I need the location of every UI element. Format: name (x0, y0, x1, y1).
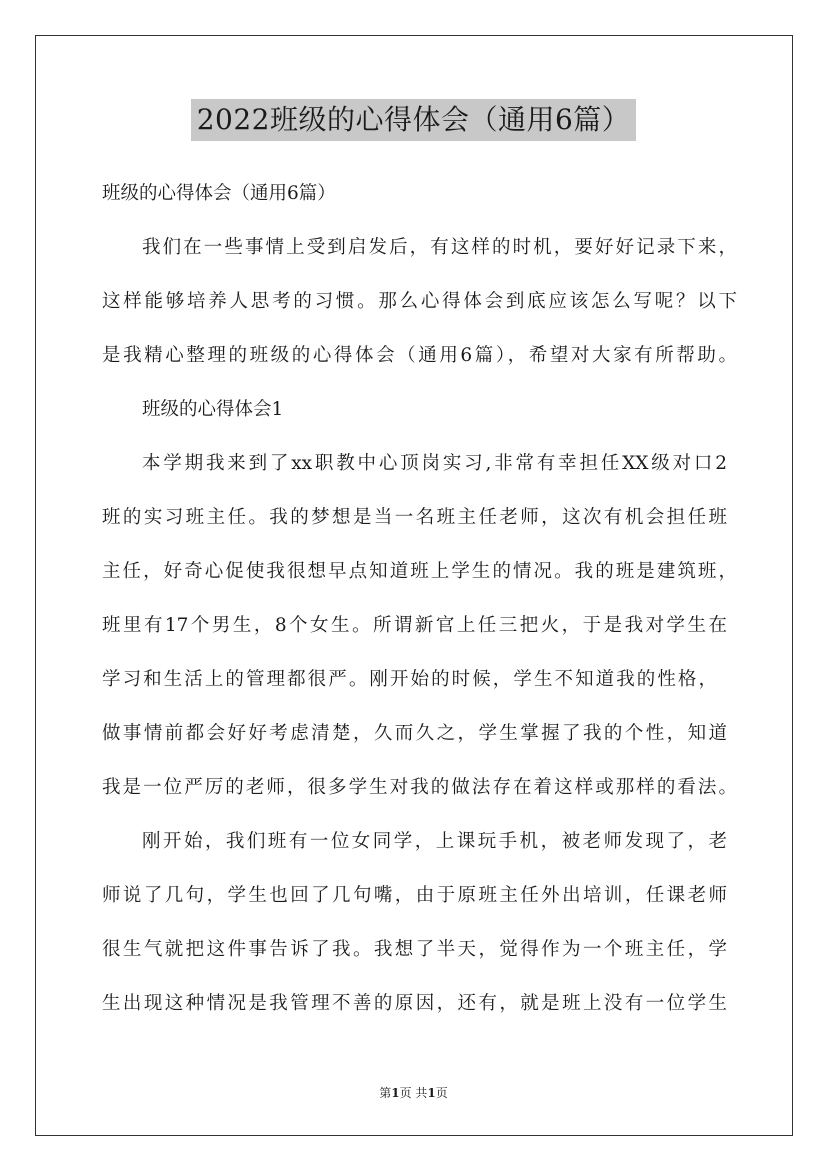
paragraph-line: 做事情前都会好好考虑清楚，久而久之，学生掌握了我的个性，知道 (102, 723, 727, 744)
paragraph-line: 刚开始，我们班有一位女同学，上课玩手机，被老师发现了，老 (142, 831, 727, 852)
document-title: 2022班级的心得体会（通用6篇） (191, 99, 637, 141)
paragraph-line: 我们在一些事情上受到启发后，有这样的时机，要好好记录下来， (142, 237, 737, 258)
page-label-mid: 页 共 (399, 1086, 428, 1100)
paragraph-line: 生出现这种情况是我管理不善的原因，还有，就是班上没有一位学生 (102, 993, 727, 1014)
page-footer (0, 1085, 827, 1101)
paragraph-line: 班的实习班主任。我的梦想是当一名班主任老师，这次有机会担任班 (102, 507, 727, 528)
paragraph-line: 是我精心整理的班级的心得体会（通用6篇），希望对大家有所帮助。 (102, 345, 737, 366)
paragraph-line: 学习和生活上的管理都很严。刚开始的时候，学生不知道我的性格， (102, 669, 717, 690)
section-heading: 班级的心得体会1 (142, 399, 284, 420)
page-label-prefix: 第 (379, 1086, 392, 1100)
page-label-suffix: 页 (435, 1086, 448, 1100)
paragraph-line: 本学期我来到了xx职教中心顶岗实习,非常有幸担任XX级对口2 (142, 453, 727, 474)
subtitle-line: 班级的心得体会（通用6篇） (102, 183, 336, 204)
title-container (0, 99, 827, 141)
paragraph-line: 师说了几句，学生也回了几句嘴，由于原班主任外出培训，任课老师 (102, 885, 727, 906)
paragraph-line: 我是一位严厉的老师，很多学生对我的做法存在着这样或那样的看法。 (102, 777, 737, 798)
paragraph-line: 很生气就把这件事告诉了我。我想了半天，觉得作为一个班主任，学 (102, 939, 727, 960)
current-page-number: 1 (391, 1086, 400, 1100)
total-page-number: 1 (427, 1086, 436, 1100)
paragraph-line: 主任，好奇心促使我很想早点知道班上学生的情况。我的班是建筑班， (102, 561, 737, 582)
paragraph-line: 班里有17个男生，8个女生。所谓新官上任三把火，于是我对学生在 (102, 615, 727, 636)
paragraph-line: 这样能够培养人思考的习惯。那么心得体会到底应该怎么写呢？以下 (102, 291, 737, 312)
